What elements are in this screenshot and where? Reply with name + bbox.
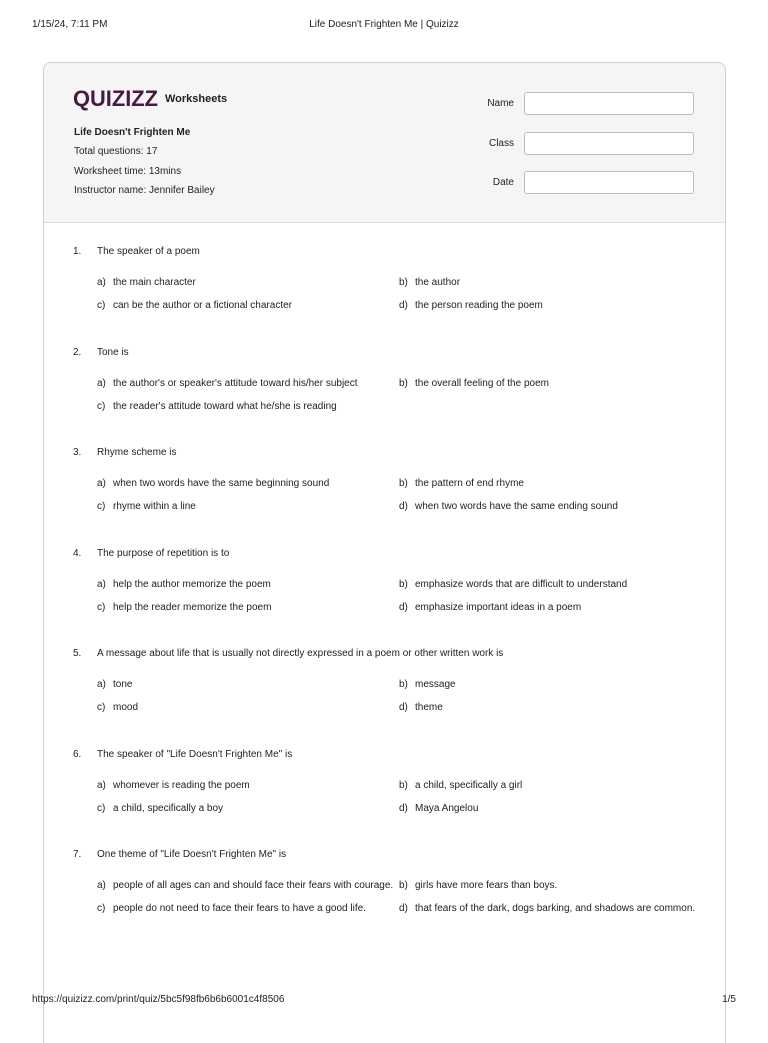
option <box>97 780 250 791</box>
worksheet-header <box>44 63 725 223</box>
option <box>97 880 393 891</box>
option-letter: c) <box>97 802 106 814</box>
class-label: Class <box>488 138 514 149</box>
option-letter: d) <box>399 802 408 814</box>
option <box>97 702 138 713</box>
option <box>97 401 337 412</box>
print-datetime: 1/15/24, 7:11 PM <box>32 19 108 30</box>
option <box>97 378 358 389</box>
option <box>399 880 557 891</box>
option-letter: d) <box>399 300 408 311</box>
option <box>399 780 522 791</box>
option-letter: a) <box>97 478 106 489</box>
brand <box>73 85 227 111</box>
question-text: The speaker of "Life Doesn't Frighten Me" is <box>97 748 293 760</box>
option <box>97 300 292 311</box>
name-label: Name <box>487 98 514 109</box>
option-text: people of all ages can and should face their fears with courage. <box>113 880 394 891</box>
question-text: One theme of "Life Doesn't Frighten Me" is <box>97 849 287 860</box>
option-letter: d) <box>399 903 408 914</box>
question <box>73 849 713 950</box>
worksheet-time: Worksheet time: 13mins <box>74 165 182 177</box>
name-field <box>464 92 694 116</box>
option-text: mood <box>113 702 139 713</box>
question-number: 1. <box>73 246 82 257</box>
option-letter: c) <box>97 501 106 512</box>
class-field <box>464 132 694 156</box>
option-text: the pattern of end rhyme <box>415 478 524 489</box>
option-text: the main character <box>113 277 196 288</box>
question-text: Rhyme scheme is <box>97 447 177 458</box>
option-letter: b) <box>399 578 408 590</box>
option-letter: c) <box>97 300 106 311</box>
option-letter: b) <box>399 880 408 891</box>
quizizz-logo <box>73 85 159 111</box>
option <box>97 277 196 288</box>
question <box>73 548 713 649</box>
option-letter: a) <box>97 779 106 791</box>
question-number: 7. <box>73 849 82 860</box>
option <box>97 478 329 489</box>
date-label: Date <box>492 177 514 188</box>
option-letter: a) <box>97 277 106 288</box>
question-text: The speaker of a poem <box>97 246 200 257</box>
option-letter: c) <box>97 903 106 914</box>
print-url: https://quizizz.com/print/quiz/5bc5f98fb6b6b6001c4f8506 <box>32 994 285 1005</box>
option-letter: c) <box>97 400 106 412</box>
svg-text:QUIZIZZ: QUIZIZZ <box>73 86 158 111</box>
option <box>97 501 196 512</box>
option-text: the overall feeling of the poem <box>415 377 549 389</box>
option <box>399 602 581 613</box>
option <box>97 579 271 590</box>
option-text: people do not need to face their fears to have a good life. <box>113 903 366 914</box>
option-letter: a) <box>97 377 106 389</box>
option-text: help the reader memorize the poem <box>113 601 272 613</box>
question <box>73 447 713 548</box>
option <box>97 803 223 814</box>
option-letter: d) <box>399 501 408 512</box>
total-questions: Total questions: 17 <box>74 146 158 157</box>
question-number: 4. <box>73 547 82 559</box>
class-input[interactable] <box>524 132 694 155</box>
option <box>399 300 543 311</box>
question <box>73 347 713 448</box>
option-text: help the author memorize the poem <box>113 578 271 590</box>
option-text: girls have more fears than boys. <box>415 880 558 891</box>
name-input[interactable] <box>524 92 694 115</box>
option <box>97 602 271 613</box>
worksheet-info <box>74 127 215 205</box>
date-field <box>464 171 694 195</box>
option-text: the author <box>415 277 461 288</box>
option <box>97 903 366 914</box>
option-letter: a) <box>97 679 106 690</box>
option-text: when two words have the same ending sound <box>415 501 618 512</box>
option-letter: b) <box>399 779 408 791</box>
option-text: Maya Angelou <box>415 802 479 814</box>
option-text: the reader's attitude toward what he/she is reading <box>113 400 337 412</box>
option-text: the person reading the poem <box>415 300 543 311</box>
option <box>97 679 132 690</box>
option-text: the author's or speaker's attitude toward his/her subject <box>113 377 358 389</box>
option-letter: b) <box>399 679 408 690</box>
option-letter: d) <box>399 601 408 613</box>
option <box>399 579 627 590</box>
option-text: can be the author or a fictional character <box>113 300 292 311</box>
option-text: a child, specifically a girl <box>415 779 523 791</box>
option-text: that fears of the dark, dogs barking, and shadows are common. <box>415 903 696 914</box>
worksheet-card <box>43 62 726 1043</box>
question-number: 6. <box>73 748 82 760</box>
option-letter: b) <box>399 478 408 489</box>
question <box>73 648 713 749</box>
question-number: 2. <box>73 346 82 358</box>
option-letter: c) <box>97 601 106 613</box>
option <box>399 378 549 389</box>
option <box>399 702 443 713</box>
option-text: message <box>415 679 456 690</box>
option-letter: c) <box>97 702 106 713</box>
date-input[interactable] <box>524 171 694 194</box>
question-text: Tone is <box>97 346 129 358</box>
option <box>399 803 478 814</box>
option-letter: a) <box>97 880 106 891</box>
option <box>399 903 695 914</box>
option <box>399 277 460 288</box>
worksheet-title: Life Doesn't Frighten Me <box>74 127 191 138</box>
page-number: 1/5 <box>722 994 736 1005</box>
option-text: whomever is reading the poem <box>113 779 250 791</box>
question <box>73 246 713 347</box>
option <box>399 501 618 512</box>
print-page-title: Life Doesn't Frighten Me | Quizizz <box>309 19 459 30</box>
question <box>73 749 713 850</box>
option-text: emphasize words that are difficult to understand <box>415 578 628 590</box>
question-text: A message about life that is usually not directly expressed in a poem or other written work is <box>97 648 504 659</box>
option-letter: a) <box>97 578 106 590</box>
option-text: rhyme within a line <box>113 501 196 512</box>
option-letter: d) <box>399 702 408 713</box>
question-number: 3. <box>73 447 82 458</box>
question-number: 5. <box>73 648 82 659</box>
option <box>399 478 524 489</box>
brand-product: Worksheets <box>165 93 228 105</box>
question-text: The purpose of repetition is to <box>97 547 230 559</box>
option-text: emphasize important ideas in a poem <box>415 601 582 613</box>
option-text: when two words have the same beginning sound <box>113 478 330 489</box>
option <box>399 679 456 690</box>
instructor-name: Instructor name: Jennifer Bailey <box>74 185 215 196</box>
option-text: a child, specifically a boy <box>113 802 224 814</box>
option-letter: b) <box>399 377 408 389</box>
option-text: tone <box>113 679 133 690</box>
question-list <box>73 246 713 950</box>
option-letter: b) <box>399 277 408 288</box>
option-text: theme <box>415 702 443 713</box>
